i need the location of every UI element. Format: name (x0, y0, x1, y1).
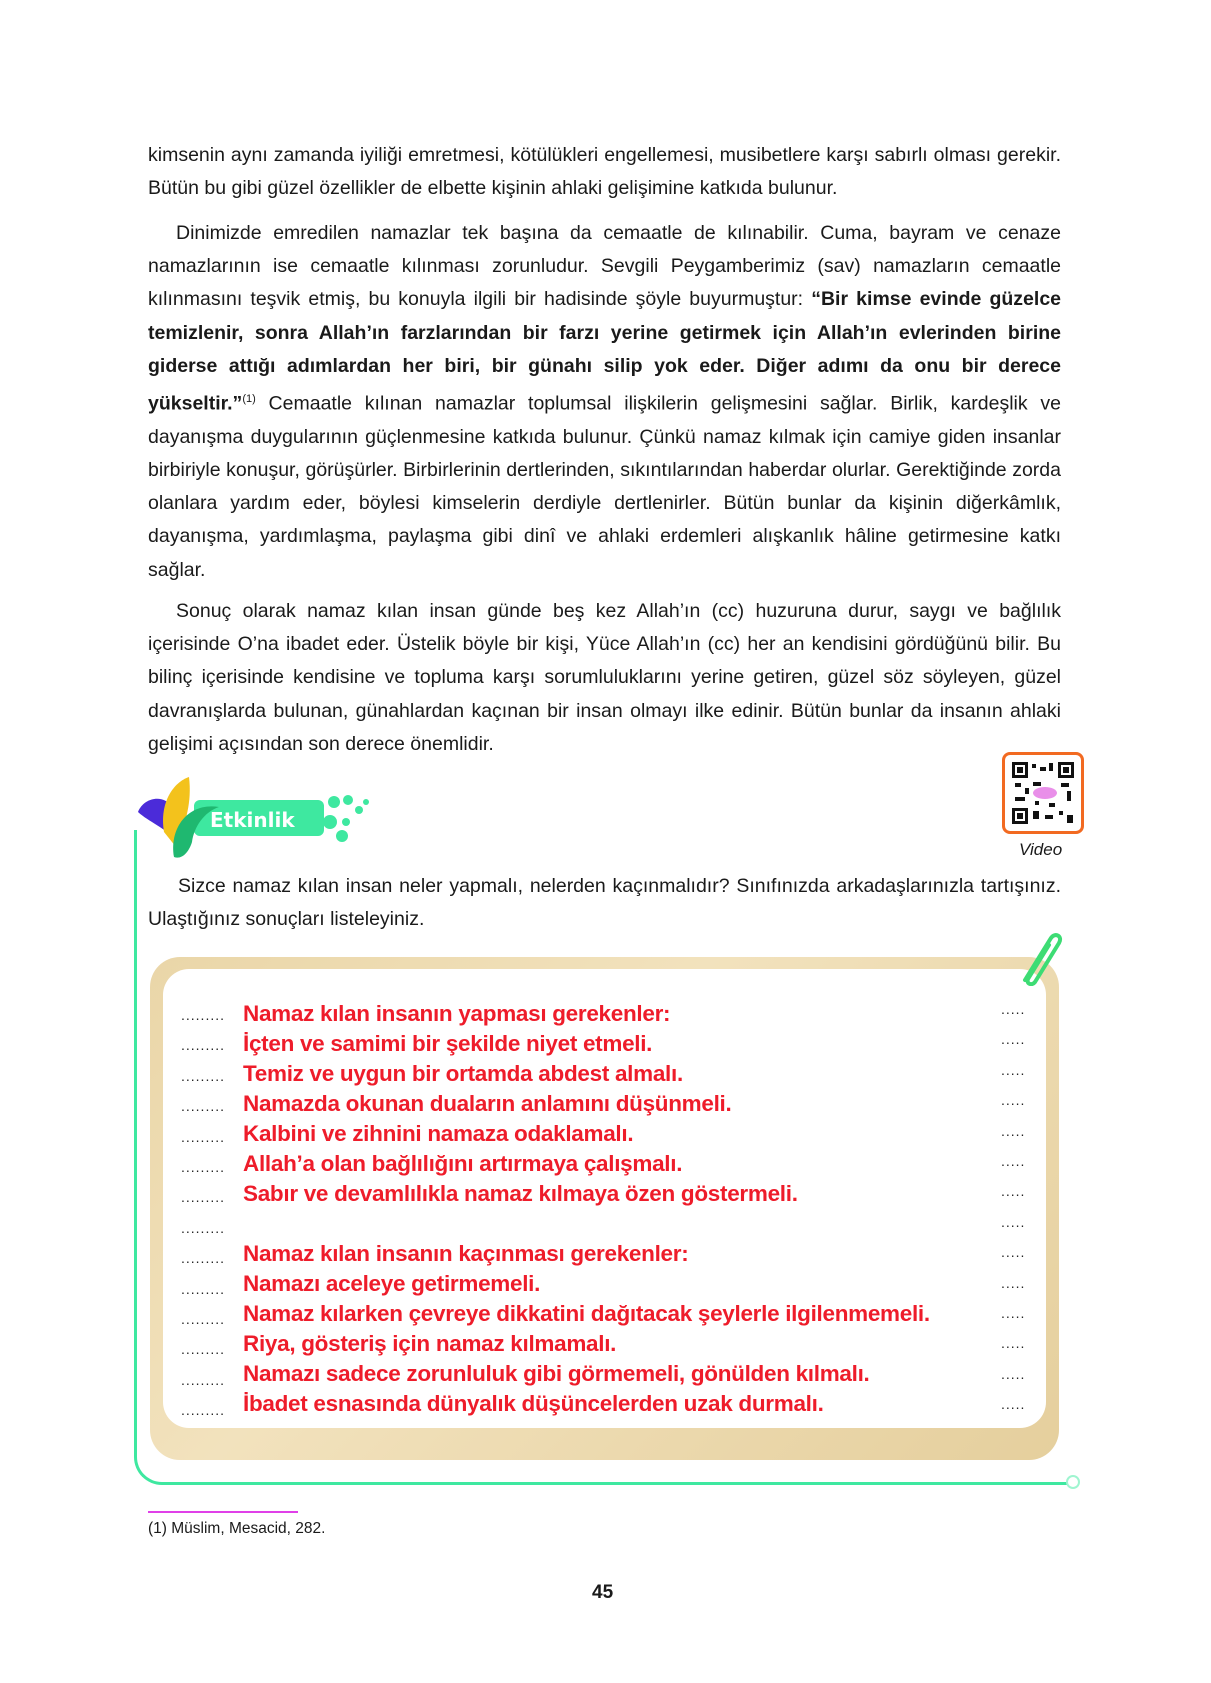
activity-header (134, 772, 374, 872)
dotted-leader-left: ......... (181, 1189, 226, 1206)
hadith-quote: “Bir kimse evinde güzelce temizlenir, sonra Allah’ın farzlarından bir farzı yerine getirmek için Allah’ın evlerinden birine giderse attığı adımlardan her biri, bir günahı silip yok eder. Diğer adımı da onu bir derece yükseltir.” (148, 288, 1062, 415)
dotted-leader-left: ......... (181, 1311, 226, 1327)
dotted-leader-left: ......... (181, 1280, 226, 1297)
paperclip-icon (1015, 930, 1063, 991)
dotted-leader-right: ..... (1001, 1031, 1026, 1048)
video-qr-code[interactable] (1002, 752, 1084, 834)
footnote-rule (148, 1511, 298, 1513)
dotted-leader-right: ..... (1001, 1122, 1026, 1139)
dotted-leader-left: ......... (181, 1098, 226, 1115)
qr-code-icon (1005, 755, 1081, 831)
answer-line: Namazı sadece zorunluluk gibi görmemeli, gönülden kılmalı. (243, 1361, 870, 1386)
footnote: (1) Müslim, Mesacid, 282. (148, 1520, 326, 1537)
answer-line: Namaz kılarken çevreye dikkatini dağıtacak şeylerle ilgilenmemeli. (243, 1301, 930, 1326)
dotted-leader-left: ......... (181, 1007, 226, 1023)
dotted-leader-right: ..... (1001, 1365, 1026, 1382)
paragraph-2 (148, 217, 1061, 587)
dotted-leader-left: ......... (181, 1250, 226, 1267)
dotted-leader-right: ..... (1001, 1092, 1026, 1109)
dotted-leader-left: ......... (181, 1159, 226, 1175)
answer-line: İçten ve samimi bir şekilde niyet etmeli. (243, 1031, 653, 1056)
dotted-leader-right: ..... (1001, 1396, 1026, 1413)
answer-line: Namaz kılan insanın yapması gerekenler: (243, 1001, 671, 1026)
answer-line: Namazda okunan duaların anlamını düşünmeli. (243, 1091, 732, 1116)
video-label: Video (1019, 840, 1063, 859)
answer-line: İbadet esnasında dünyalık düşüncelerden uzak durmalı. (243, 1391, 824, 1416)
answer-line: Sabır ve devamlılıkla namaz kılmaya özen göstermeli. (243, 1181, 798, 1206)
answer-list (243, 999, 1043, 1419)
activity-question: Sizce namaz kılan insan neler yapmalı, nelerden kaçınmalıdır? Sınıfınızda arkadaşlarınızla tartışınız. Ulaştığınız sonuçları listeleyiniz. (148, 875, 1061, 930)
answer-box (150, 957, 1059, 1460)
dotted-leader-left: ......... (181, 1341, 226, 1358)
dotted-leader-right: ..... (1001, 1183, 1026, 1200)
dotted-leader-left: ......... (181, 1371, 226, 1388)
dotted-leader-left: ......... (181, 1128, 226, 1145)
dotted-leader-left: ......... (181, 1067, 226, 1084)
para2-text-b: Cemaatle kılınan namazlar toplumsal ilişkilerin gelişmesini sağlar. Birlik, kardeşlik ve dayanışma duygularının güçlenmesine katkıda bulunur. Çünkü namaz kılmak için camiye giden insanlar birbiriyle konuşur, görüşürler. Birbirlerinin dertlerinden, sıkıntılarından haberdar olurlar. Gerektiğinde zorda olanlara yardım eder, böylesi kimselerin derdiyle dertlenirler. Bütün bunlar da kişinin diğerkâmlık, dayanışma, yardımlaşma, paylaşma gibi dinî ve ahlaki erdemleri alışkanlık hâline getirmesine katkı sağlar. (148, 392, 1061, 581)
answer-line: Namaz kılan insanın kaçınması gerekenler: (243, 1241, 689, 1266)
paragraph-1: kimsenin aynı zamanda iyiliği emretmesi, kötülükleri engellemesi, musibetlere karşı sabırlı olması gerekir. Bütün bu gibi güzel özellikler de elbette kişinin ahlaki gelişimine katkıda bulunur. (148, 144, 1061, 200)
dotted-leader-right: ..... (1001, 1274, 1026, 1291)
answer-line: Allah’a olan bağlılığını artırmaya çalışmalı. (243, 1151, 683, 1176)
blank-line (243, 1209, 1043, 1239)
page-number: 45 (592, 1582, 614, 1603)
dotted-leader-right: ..... (1001, 1153, 1026, 1169)
footnote-ref: (1) (242, 393, 256, 406)
dotted-leader-left: ......... (181, 1402, 226, 1419)
answer-line: Kalbini ve zihnini namaza odaklamalı. (243, 1121, 634, 1146)
answer-line: Riya, gösteriş için namaz kılmamalı. (243, 1331, 617, 1356)
dotted-leader-right: ..... (1001, 1213, 1026, 1230)
answer-line: Namazı aceleye getirmemeli. (243, 1271, 541, 1296)
dotted-leader-right: ..... (1001, 1061, 1026, 1078)
frame-end-circle (1066, 1475, 1080, 1489)
dotted-leader-left: ......... (181, 1219, 226, 1236)
dotted-leader-left: ......... (181, 1037, 226, 1054)
para2-text-a: Dinimizde emredilen namazlar tek başına da cemaatle de kılınabilir. Cuma, bayram ve cenaze namazlarının ise cemaatle kılınması zorunludur. Sevgili Peygamberimiz (sav) namazların cemaatle kılınmasını teşvik etmiş, bu konuyla ilgili bir hadisinde şöyle buyurmuştur: (148, 222, 1061, 311)
dotted-leader-right: ..... (1001, 1335, 1026, 1352)
dotted-leader-right: ..... (1001, 1244, 1026, 1261)
dotted-leader-right: ..... (1001, 1305, 1026, 1321)
feather-icon (134, 772, 374, 867)
dotted-leader-right: ..... (1001, 1001, 1026, 1017)
activity-title: Etkinlik (210, 808, 295, 832)
answer-box-inner (163, 969, 1046, 1428)
answer-line: Temiz ve uygun bir ortamda abdest almalı. (243, 1061, 683, 1086)
paragraph-3: Sonuç olarak namaz kılan insan günde beş kez Allah’ın (cc) huzuruna durur, saygı ve bağlılık içerisinde O’na ibadet eder. Üstelik böyle bir kişi, Yüce Allah’ın (cc) her an kendisini gördüğünü bilir. Bu bilinç içerisinde kendisine ve topluma karşı sorumluluklarını yerine getiren, güzel söz söyleyen, güzel davranışlarda bulunan, günahlardan kaçınan bir insan olmayı ilke edinir. Bütün bunlar da insanın ahlaki gelişimi açısından son derece önemlidir. (148, 600, 1061, 755)
